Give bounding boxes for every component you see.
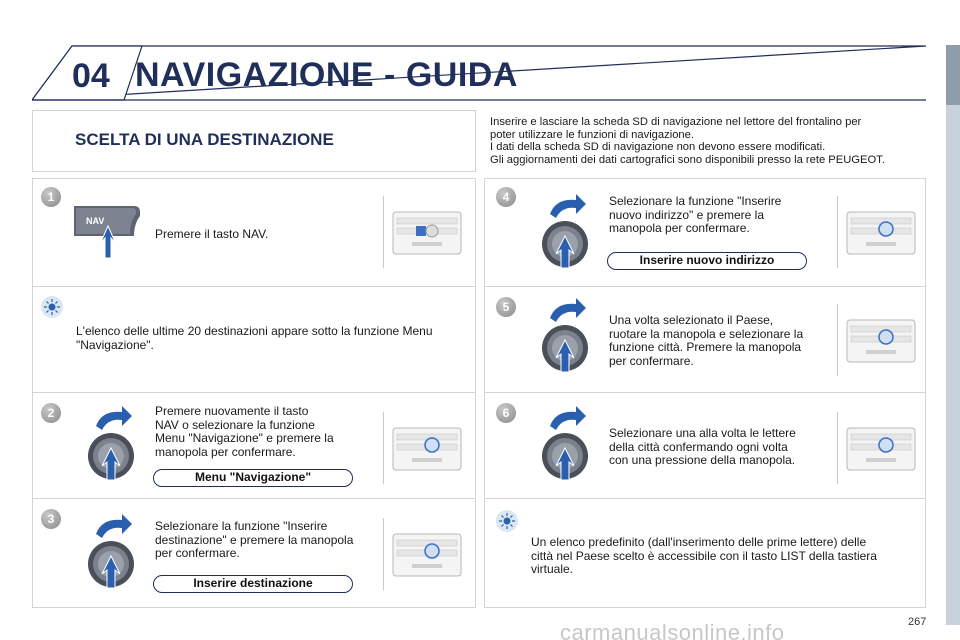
radio-panel-drawing [846,210,916,256]
step-number-badge: 6 [496,403,516,423]
tip-2-text [531,536,921,577]
step-number-badge: 4 [496,187,516,207]
step-line: Selezionare la funzione "Inserire [155,519,328,533]
step-line: Selezionare una alla volta le lettere [609,426,796,440]
radio-panel-graphic [837,304,919,376]
nav-key-icon [72,200,152,260]
radio-panel-drawing [392,532,462,578]
step-line: per confermare. [609,353,694,368]
chapter-number: 04 [72,57,110,95]
page-number: 267 [908,616,927,628]
page-title: NAVIGAZIONE - GUIDA [135,56,518,94]
chapter-tab [946,45,960,105]
divider [484,286,926,287]
tip-line: virtuale. [531,562,574,576]
step-1-text: Premere il tasto NAV. [155,227,269,241]
step-line: manopola per confermare. [609,221,750,235]
step-line: funzione città. Premere la manopola [609,340,802,354]
tip-line: Un elenco predefinito (dall'inserimento delle prime lettere) delle [531,535,867,549]
tip-line: "Navigazione". [76,337,154,352]
divider [32,286,476,287]
step-line: con una pressione della manopola. [609,453,796,467]
step-line: Premere nuovamente il tasto [155,404,309,418]
radio-panel-graphic [837,412,919,484]
radio-panel-graphic [383,196,465,268]
radio-panel-drawing [846,318,916,364]
step-line: Menu "Navigazione" e premere la [155,431,334,445]
intro-line: poter utilizzare le funzioni di navigazione. [490,128,694,141]
step-6-text [609,427,829,468]
step-line: nuovo indirizzo" e premere la [609,207,765,222]
radio-panel-drawing [392,210,462,256]
tip-sun-icon [41,296,63,318]
inserire-nuovo-indirizzo-label: Inserire nuovo indirizzo [607,252,807,270]
step-line: manopola per confermare. [155,444,296,459]
knob-press-icon [532,192,598,270]
divider [32,498,476,499]
knob-press-icon [78,404,144,482]
intro-line: Inserire e lasciare la scheda SD di navigazione nel lettore del frontalino per [490,116,862,128]
side-tab-strip [946,45,960,625]
tip-1-text [76,325,471,352]
nav-key-label: NAV [86,216,105,226]
step-4-text [609,195,824,236]
radio-panel-drawing [392,426,462,472]
step-line: ruotare la manopola e selezionare la [609,326,804,341]
knob-press-icon [532,404,598,482]
tip-sun-icon [496,510,518,532]
divider [484,498,926,499]
step-line: della città confermando ogni volta [609,439,788,454]
step-line: Selezionare la funzione "Inserire [609,194,782,208]
inserire-destinazione-label: Inserire destinazione [153,575,353,593]
section-title: SCELTA DI UNA DESTINAZIONE [75,130,334,149]
radio-panel-drawing [846,426,916,472]
intro-line: I dati della scheda SD di navigazione non devono essere modificati. [490,141,826,153]
radio-panel-graphic [383,412,465,484]
step-line: destinazione" e premere la manopola [155,532,354,547]
step-number-badge: 1 [41,187,61,207]
tip-line: L'elenco delle ultime 20 destinazioni appare sotto la funzione Menu [76,324,433,338]
tip-line: città nel Paese scelto è accessibile con il tasto LIST della tastiera [531,548,877,563]
step-number-badge: 5 [496,297,516,317]
watermark: carmanualsonline.info [560,620,785,640]
knob-press-icon [78,512,144,590]
step-number-badge: 3 [41,509,61,529]
intro-text [490,116,930,166]
step-number-badge: 2 [41,403,61,423]
step-5-text [609,314,829,368]
intro-line: Gli aggiornamenti dei dati cartografici sono disponibili presso la rete PEUGEOT. [490,153,885,166]
step-3-text [155,520,380,561]
step-2-text [155,405,365,459]
radio-panel-graphic [837,196,919,268]
divider [32,392,476,393]
step-line: per confermare. [155,546,240,560]
knob-press-icon [532,296,598,374]
divider [484,392,926,393]
radio-panel-graphic [383,518,465,590]
menu-navigazione-label: Menu "Navigazione" [153,469,353,487]
step-line: Una volta selezionato il Paese, [609,313,774,327]
step-line: NAV o selezionare la funzione [155,417,315,432]
